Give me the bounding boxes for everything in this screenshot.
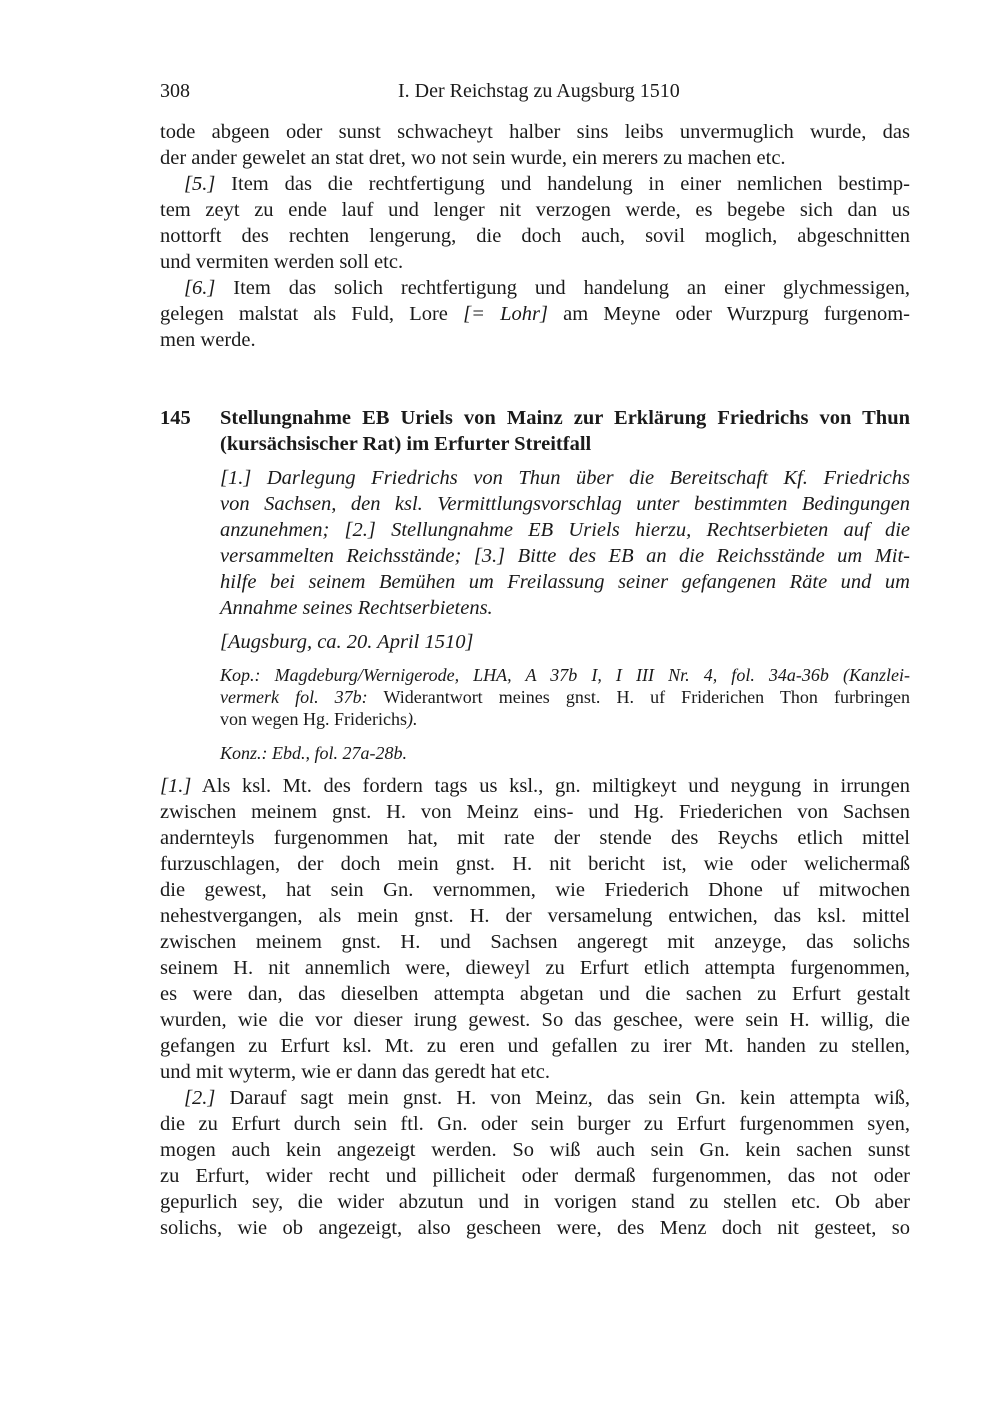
text-line: gepurlich sey, die wider abzutun und in vorigen stand zu stellen etc. Ob aber bbox=[160, 1191, 910, 1213]
text-line: men werde. bbox=[160, 329, 256, 351]
text: Item das die rechtfertigung und handelung in einer nemlichen bestimp- bbox=[215, 173, 910, 195]
text-line: mogen auch kein angezeigt werden. So wiß auch sein Gn. kein sachen sunst bbox=[160, 1139, 910, 1161]
text-line: es were dan, das dieselben attempta abgetan und die sachen zu Erfurt gestalt bbox=[160, 983, 910, 1005]
running-title: I. Der Reichstag zu Augsburg 1510 bbox=[398, 80, 680, 102]
source-line bbox=[220, 708, 910, 730]
section-number: [5.] bbox=[184, 173, 216, 195]
text-line: seinem H. nit annemlich were, dieweyl zu Erfurt etlich attempta furgenommen, bbox=[160, 957, 910, 979]
title-line: (kursächsischer Rat) im Erfurter Streitfall bbox=[220, 433, 592, 455]
text-line bbox=[160, 301, 910, 327]
document-number: 145 bbox=[160, 407, 191, 429]
summary-line: anzunehmen; [2.] Stellungnahme EB Uriels hierzu, Rechtserbieten auf die bbox=[220, 519, 910, 541]
text-line: zu Erfurt, wider recht und pillicheit oder dermaß furgenommen, das not oder bbox=[160, 1165, 910, 1187]
text: von wegen Hg. Friderichs bbox=[220, 709, 407, 729]
text-line bbox=[160, 1085, 910, 1111]
document-body bbox=[160, 773, 910, 1241]
text-line: die gewest, hat sein Gn. vernommen, wie Friederich Dhone uf mitwochen bbox=[160, 879, 910, 901]
text-line: zwischen meinem gnst. H. und Sachsen angeregt mit anzeyge, das solichs bbox=[160, 931, 910, 953]
text-line: nehestvergangen, als mein gnst. H. der versamelung entwichen, das ksl. mittel bbox=[160, 905, 910, 927]
text: ). bbox=[406, 709, 418, 729]
concept-note: Konz.: Ebd., fol. 27a-28b. bbox=[220, 743, 407, 763]
text-line: furzuschlagen, der doch mein gnst. H. nit bericht ist, wie oder welichermaß bbox=[160, 853, 910, 875]
source-line bbox=[220, 686, 910, 708]
text-line: die zu Erfurt durch sein ftl. Gn. oder sein burger zu Erfurt furgenommen syen, bbox=[160, 1113, 910, 1135]
text-line: anderntеyls furgenommen hat, mit rate der stende des Reychs etlich mittel bbox=[160, 827, 910, 849]
source-note bbox=[220, 664, 910, 764]
text-line: tem zeyt zu ende lauf und lenger nit verzogen werde, es begebe sich dan us bbox=[160, 199, 910, 221]
document-title bbox=[220, 405, 910, 457]
text-line bbox=[160, 171, 910, 197]
text-line: solichs, wie ob angezeigt, also gescheen were, des Menz doch nit gesteet, so bbox=[160, 1217, 910, 1239]
text-line: wurden, wie die vor dieser irung gewest. So das geschee, were sein H. willig, die bbox=[160, 1009, 910, 1031]
preceding-text bbox=[160, 119, 910, 353]
section-number: [2.] bbox=[184, 1087, 216, 1109]
text-line bbox=[160, 773, 910, 799]
text-line: zwischen meinem gnst. H. von Meinz eins- und Hg. Friederichen von Sachsen bbox=[160, 801, 910, 823]
page-number: 308 bbox=[160, 80, 190, 102]
text: Darauf sagt mein gnst. H. von Meinz, das sein Gn. kein attempta wiß, bbox=[215, 1087, 910, 1109]
document-summary bbox=[220, 465, 910, 655]
text: Item das solich rechtfertigung und handelung an einer glychmessigen, bbox=[215, 277, 910, 299]
text: vermerk fol. 37b: bbox=[220, 687, 368, 707]
summary-line: Annahme seines Rechtserbietens. bbox=[220, 597, 493, 619]
section-number: [1.] bbox=[160, 775, 192, 797]
section-number: [6.] bbox=[184, 277, 216, 299]
text-line: tode abgeen oder sunst schwacheyt halber sins leibs unvermuglich wurde, das bbox=[160, 121, 910, 143]
text: gelegen malstat als Fuld, Lore bbox=[160, 303, 464, 325]
summary-line: hilfe bei seinem Bemühen um Freilassung seiner gefangenen Räte und um bbox=[220, 571, 910, 593]
summary-line: [1.] Darlegung Friedrichs von Thun über die Bereitschaft Kf. Friedrichs bbox=[220, 467, 910, 489]
summary-line: von Sachsen, den ksl. Vermittlungsvorschlag unter bestimmten Bedingungen bbox=[220, 493, 910, 515]
source-line: Kop.: Magdeburg/Wernigerode, LHA, A 37b I, I III Nr. 4, fol. 34a-36b (Kanzlei- bbox=[220, 665, 910, 685]
title-line: Stellungnahme EB Uriels von Mainz zur Erklärung Friedrichs von Thun bbox=[220, 407, 910, 429]
text-line: und vermiten werden soll etc. bbox=[160, 251, 404, 273]
text-line: nottorft des rechten lengerung, die doch auch, sovil moglich, abgeschnitten bbox=[160, 225, 910, 247]
text: Widerantwort meines gnst. H. uf Friderichen Thon furbringen bbox=[367, 687, 910, 707]
document-date: [Augsburg, ca. 20. April 1510] bbox=[220, 631, 474, 653]
text: am Meyne oder Wurzpurg furgenom- bbox=[547, 303, 910, 325]
summary-line: versammelten Reichsstände; [3.] Bitte des EB an die Reichsstände um Mit- bbox=[220, 545, 910, 567]
editorial-note: [= Lohr] bbox=[463, 303, 548, 325]
text-line bbox=[160, 275, 910, 301]
text-line: und mit wyterm, wie er dann das geredt hat etc. bbox=[160, 1061, 550, 1083]
text: Als ksl. Mt. des fordern tags us ksl., gn. miltigkeyt und neygung in irrungen bbox=[191, 775, 910, 797]
text-line: gefangen zu Erfurt ksl. Mt. zu eren und gefallen zu irer Mt. handen zu stellen, bbox=[160, 1035, 910, 1057]
text-line: der ander gewelet an stat dret, wo not sein wurde, ein merers zu machen etc. bbox=[160, 147, 786, 169]
